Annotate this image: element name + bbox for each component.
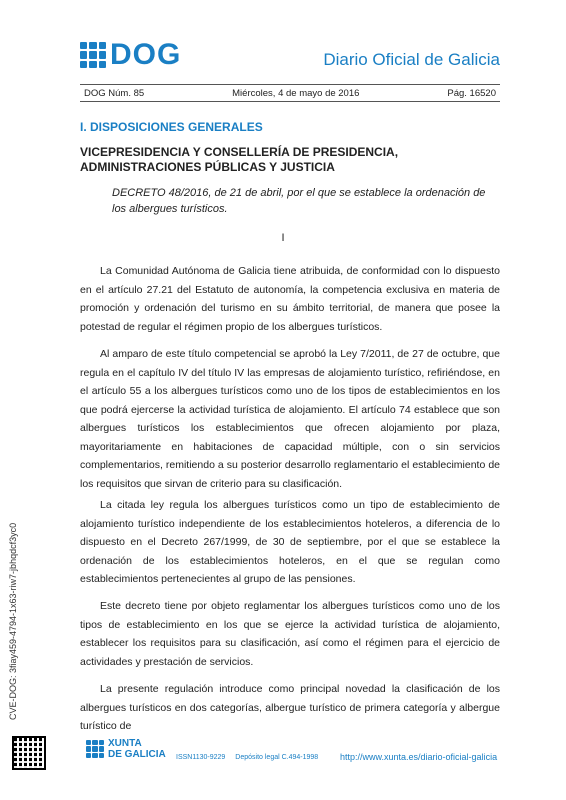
logo-text: DOG [110,38,182,71]
qr-code-icon [12,736,46,770]
xunta-logo [86,738,166,760]
galicia-emblem-icon [80,42,106,68]
issn: ISSN1130-9229 [176,754,226,761]
decree-title: DECRETO 48/2016, de 21 de abril, por el que se establece la ordenación de los albergues turísticos. [112,187,486,215]
xunta-emblem-icon [86,740,104,758]
paragraph-2: Al amparo de este título competencial se aprobó la Ley 7/2011, de 27 de octubre, que regula en el capítulo IV del título IV las empresas de alojamiento turístico, refiriéndose, en el artículo 55 a los albergues turísticos como uno de los tipos de establecimientos en los que podrá ejercerse la actividad turística de alojamiento. El artículo 74 establece que son albergues turísticos los establecimientos que ofrecen alojamiento por plaza, mayoritariamente en habitaciones de capacidad múltiple, con o sin servicios complementarios, remitiendo a su posterior desarrollo reglamentario el establecimiento de los requisitos que sirvan de criterio para su clasificación. [80,348,500,490]
page-number: Pág. 16520 [447,87,496,99]
cve-code: CVE-DOG: 3fiay459-4794-1x63-riw7-jbhqdcf3yc0 [8,522,18,720]
section-heading: I. DISPOSICIONES GENERALES [80,120,263,134]
department-heading: VICEPRESIDENCIA Y CONSELLERÍA DE PRESIDENCIA, ADMINISTRACIONES PÚBLICAS Y JUSTICIA [80,145,399,174]
issue-number: DOG Núm. 85 [84,87,145,99]
dog-logo [80,40,181,70]
xunta-logo-text: XUNTA DE GALICIA [108,738,166,760]
paragraph-1: La Comunidad Autónoma de Galicia tiene atribuida, de conformidad con lo dispuesto en el artículo 27.21 del Estatuto de autonomía, la competencia exclusiva en materia de promoción y ordenación del turismo en su ámbito territorial, de manera que posee la potestad de regular el régimen propio de los albergues turísticos. [80,265,500,333]
paragraph-4: Este decreto tiene por objeto reglamentar los albergues turísticos como uno de los tipos de establecimiento en los que se ejerce la actividad turística de alojamiento, establecer los requisitos para su clasificación, así como el régimen para el ejercicio de actividades y prestación de servicios. [80,600,500,668]
roman-numeral: I [281,232,285,244]
footer-url-link[interactable]: http://www.xunta.es/diario-oficial-galicia [340,752,498,762]
publication-title: Diario Oficial de Galicia [323,50,500,69]
issue-date: Miércoles, 4 de mayo de 2016 [232,87,360,99]
paragraph-3: La citada ley regula los albergues turísticos como un tipo de establecimiento de alojamiento turístico independiente de los establecimientos hoteleros, a diferencia de lo dispuesto en el Decreto 267/1999, de 30 de septiembre, por el que se establece la ordenación de los establecimientos hoteleros, en el que se regulan como establecimientos pertenecientes al grupo de las pensiones. [80,499,500,585]
paragraph-5: La presente regulación introduce como principal novedad la clasificación de los albergues turísticos en dos categorías, albergue turístico de primera categoría y albergue turístico de [80,683,500,732]
deposito-legal: Depósito legal C.494-1998 [235,754,319,761]
footer-legal [176,754,318,761]
issue-meta-bar [80,84,500,102]
